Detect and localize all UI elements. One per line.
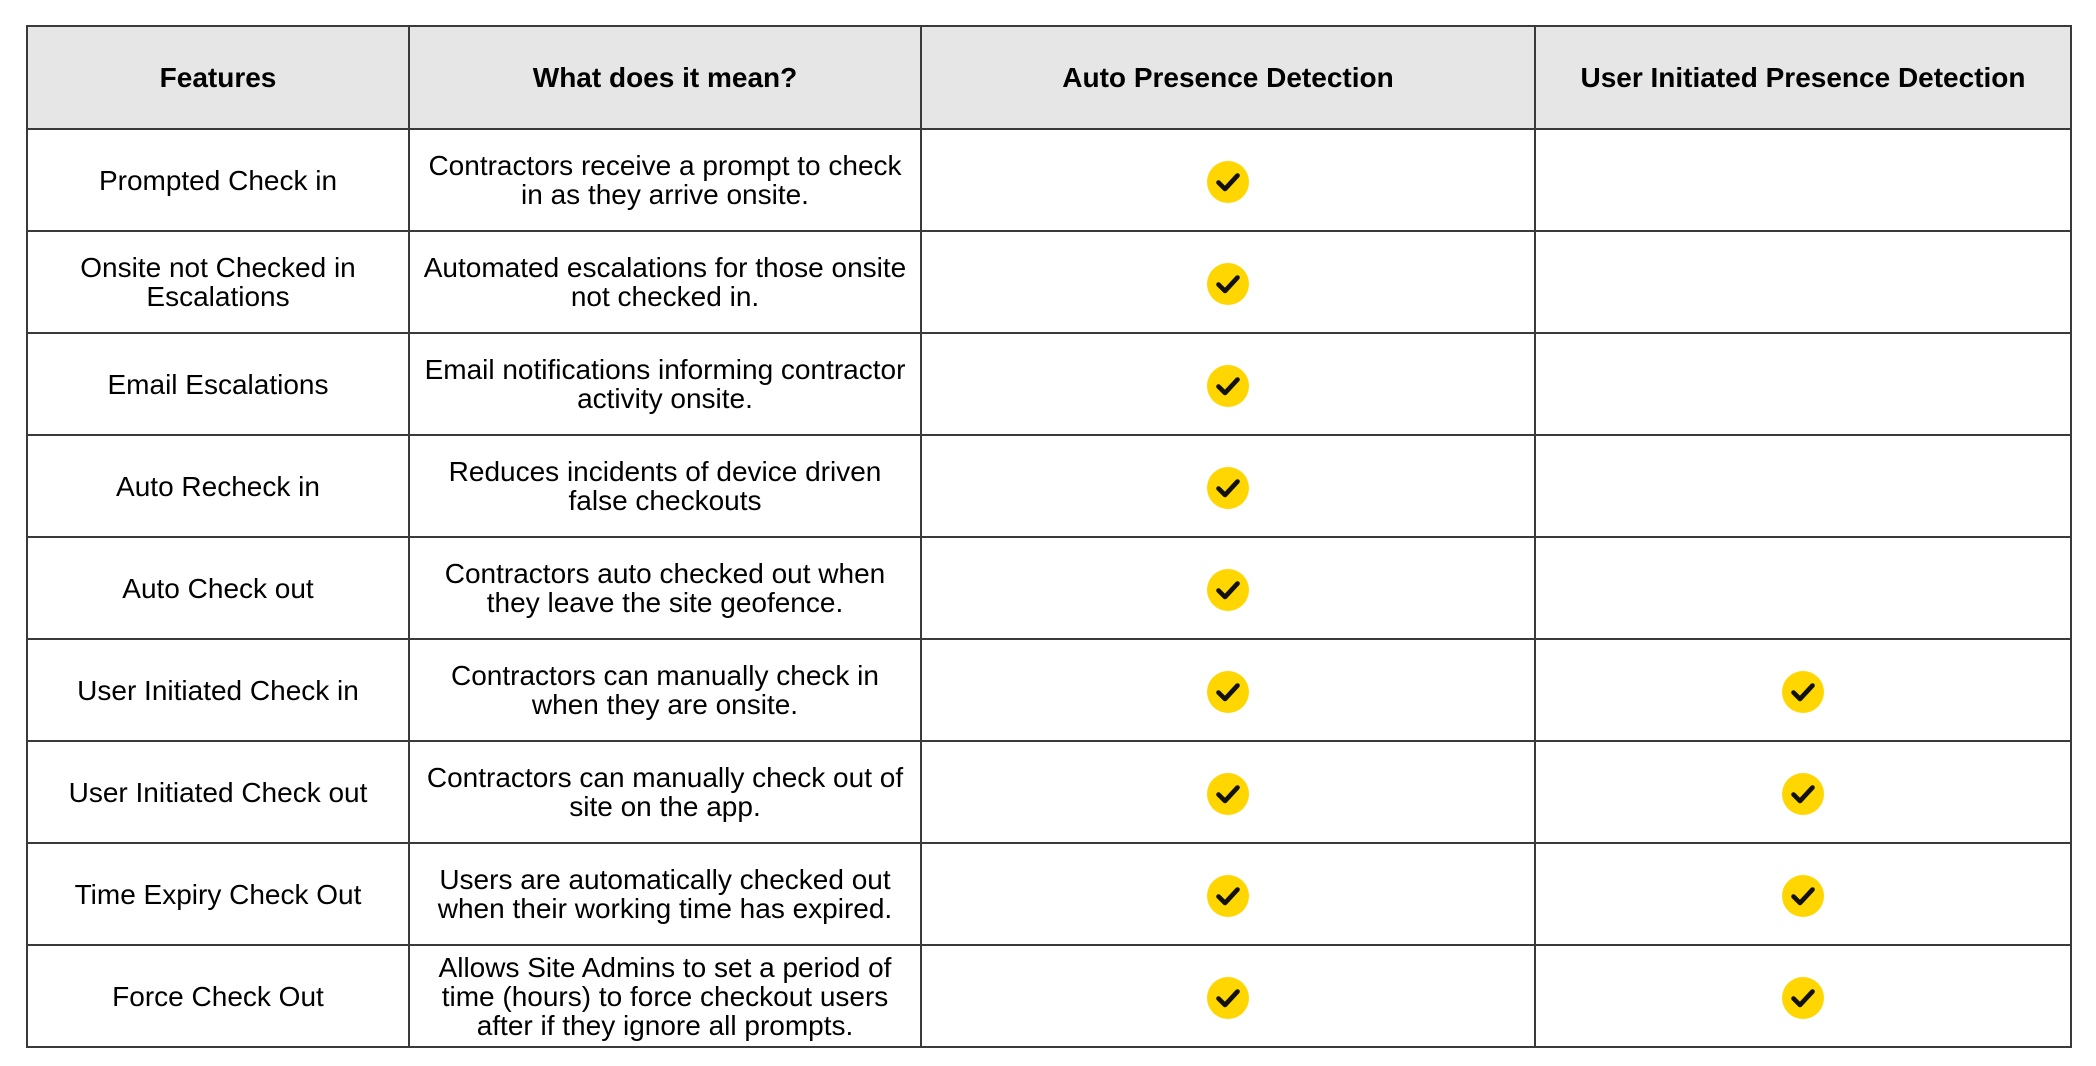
auto-presence-cell [921, 231, 1535, 333]
meaning-cell: Users are automatically checked out when their working time has expired. [409, 843, 921, 945]
table-row [27, 333, 2071, 435]
auto-presence-cell [921, 537, 1535, 639]
feature-cell: Auto Check out [27, 537, 409, 639]
auto-presence-cell [921, 741, 1535, 843]
auto-presence-cell [921, 333, 1535, 435]
table-row [27, 945, 2071, 1047]
header-meaning: What does it mean? [409, 26, 921, 129]
feature-cell: Time Expiry Check Out [27, 843, 409, 945]
auto-presence-cell [921, 639, 1535, 741]
feature-cell: Force Check Out [27, 945, 409, 1047]
user-presence-cell [1535, 435, 2071, 537]
meaning-cell: Automated escalations for those onsite not checked in. [409, 231, 921, 333]
feature-cell: Onsite not Checked in Escalations [27, 231, 409, 333]
table-row [27, 537, 2071, 639]
meaning-cell: Contractors receive a prompt to check in as they arrive onsite. [409, 129, 921, 231]
checkmark-icon [1206, 568, 1250, 612]
header-row [27, 26, 2071, 129]
checkmark-icon [1206, 772, 1250, 816]
user-presence-cell [1535, 129, 2071, 231]
checkmark-icon [1206, 670, 1250, 714]
feature-cell: Auto Recheck in [27, 435, 409, 537]
user-presence-cell [1535, 945, 2071, 1047]
meaning-cell: Contractors can manually check in when they are onsite. [409, 639, 921, 741]
feature-cell: Prompted Check in [27, 129, 409, 231]
table-row [27, 741, 2071, 843]
header-features: Features [27, 26, 409, 129]
checkmark-icon [1781, 874, 1825, 918]
checkmark-icon [1781, 772, 1825, 816]
table-row [27, 129, 2071, 231]
feature-cell: User Initiated Check out [27, 741, 409, 843]
feature-comparison-table [26, 25, 2072, 1048]
table-header [27, 26, 2071, 129]
table-body [27, 129, 2071, 1047]
auto-presence-cell [921, 435, 1535, 537]
meaning-cell: Contractors can manually check out of site on the app. [409, 741, 921, 843]
checkmark-icon [1206, 160, 1250, 204]
feature-cell: User Initiated Check in [27, 639, 409, 741]
meaning-cell: Reduces incidents of device driven false checkouts [409, 435, 921, 537]
auto-presence-cell [921, 945, 1535, 1047]
checkmark-icon [1781, 976, 1825, 1020]
checkmark-icon [1206, 976, 1250, 1020]
meaning-cell: Allows Site Admins to set a period of time (hours) to force checkout users after if they ignore all prompts. [409, 945, 921, 1047]
auto-presence-cell [921, 843, 1535, 945]
user-presence-cell [1535, 333, 2071, 435]
table-row [27, 435, 2071, 537]
user-presence-cell [1535, 843, 2071, 945]
table-row [27, 843, 2071, 945]
checkmark-icon [1206, 262, 1250, 306]
checkmark-icon [1206, 466, 1250, 510]
checkmark-icon [1206, 874, 1250, 918]
table-row [27, 639, 2071, 741]
user-presence-cell [1535, 639, 2071, 741]
header-user-presence: User Initiated Presence Detection [1535, 26, 2071, 129]
meaning-cell: Contractors auto checked out when they leave the site geofence. [409, 537, 921, 639]
checkmark-icon [1206, 364, 1250, 408]
user-presence-cell [1535, 741, 2071, 843]
table-row [27, 231, 2071, 333]
meaning-cell: Email notifications informing contractor activity onsite. [409, 333, 921, 435]
auto-presence-cell [921, 129, 1535, 231]
feature-cell: Email Escalations [27, 333, 409, 435]
user-presence-cell [1535, 537, 2071, 639]
checkmark-icon [1781, 670, 1825, 714]
header-auto-presence: Auto Presence Detection [921, 26, 1535, 129]
user-presence-cell [1535, 231, 2071, 333]
